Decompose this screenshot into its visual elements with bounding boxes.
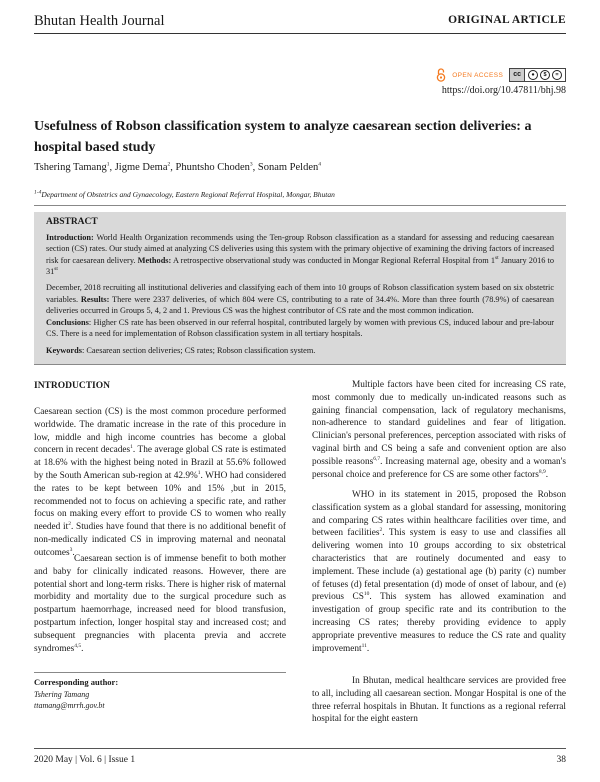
corresponding-heading: Corresponding author:: [34, 677, 119, 687]
corresponding-name: Tshering Tamang: [34, 690, 90, 699]
open-access-icon: [436, 68, 446, 82]
author-name: Phuntsho Choden: [175, 162, 250, 173]
by-icon: ●: [528, 70, 538, 80]
footer-divider: [34, 748, 566, 749]
author-name: Sonam Pelden: [257, 162, 319, 173]
cc-license-badge[interactable]: [509, 68, 566, 82]
journal-name: Bhutan Health Journal: [34, 13, 165, 29]
doi-link[interactable]: https://doi.org/10.47811/bhj.98: [441, 85, 566, 96]
intro-paragraph-1: Caesarean section (CS) is the most common procedure performed worldwide. The dramatic increase in the rate of this procedure in low, middle and high income countries has become a global concern in recent decades$^1$. The average global CS rate is estimated at 18.6% with the highest being noted in Brazil at 55.6% followed by the South American sub-region at 42.9%$^1$. WHO had considered the rates to be kept between 10% and 15% ,but in 2015, recommended not to focus on achieving a specific rate, and rather focus on making every effort to provide CS to women who really needed $it^2$. Studies have found that there is no additional benefit of non-medically indicated CS in improving maternal and neonatal outcomes$^3$.: [34, 407, 286, 558]
corresponding-email[interactable]: ttamang@mrrh.gov.bt: [34, 701, 105, 710]
author-name: Jigme Dema: [114, 162, 168, 173]
cc-icon: cc: [510, 69, 525, 81]
author-name: Tshering Tamang: [34, 162, 107, 173]
abstract-keywords: Keywords: Caesarean section deliveries; CS rates; Robson classification system.: [46, 345, 316, 355]
intro-paragraph-2: Caesarean section is of immense benefit to both mother and baby for clinically indicated reasons. However, there are potential short and long-term risks. There is higher risk of maternal morbidity and mortality due to the surgical procedure such as postpartum haemorrhage, increased need for blood transfusion, postpartum infection, longer hospital stay and increased cost; and subsequent pregnancies with placenta previa and accrete syndromes$^{4,5}$.: [34, 554, 286, 654]
abstract-methods-results: December, 2018 recruiting all institutional deliveries and classifying each of them into 10 groups of Robson classification system based on six obstetric variables. Results: There were 2337 deliveries, of which 804 were CS, contributing to a rate of 34.4%. More than three fourth (78.9%) of caesarean deliveries occurred in Groups 5, 4, 2 and 1. Previous CS was the highest contributor of CS rate and the most common indication.: [46, 283, 554, 316]
abstract-divider: [34, 364, 566, 365]
abstract-box-continued: [34, 282, 566, 364]
noncommercial-icon: $: [540, 70, 550, 80]
license-row: [436, 68, 566, 82]
noderivatives-icon: =: [552, 70, 562, 80]
title-divider: [34, 205, 566, 206]
intro-paragraph-3: Multiple factors have been cited for increasing CS rate, most commonly due to medically un-indicated reasons such as gaining financial compensation, lack of regulatory mechanisms, non-adherence to standard guidelines and fear of litigation. Clinician's personal preferences, perception associated with risks of vaginal birth and CS being a safe and convenient option are also possible reasons$^{6,7}$. Increasing maternal age, obesity and a woman's personal choice and preference for CS are some other factors$^{8,9}$.: [312, 380, 566, 480]
header-divider: [34, 33, 566, 34]
abstract-conclusions: Conclusions: Higher CS rate has been observed in our referral hospital, contributed largely by women with previous CS, induced labour and pre-labour CS. There is a need for implementation of Robson classification system in all tertiary hospitals.: [46, 317, 554, 339]
page-number: 38: [556, 755, 566, 765]
open-access-label: OPEN ACCESS: [452, 71, 504, 79]
abstract-intro: Introduction: World Health Organization recommends using the Ten-group Robson classification as a standard for assessing and reducing caesarean section (CS) rates. Our study aimed at analyzing CS deliveries using this system with the primary objective of examining the driving factors of increased risk for caesarean delivery. Methods: A retrospective observational study was conducted in Mongar Regional Referral Hospital from 1st January 2016 to 31st: [46, 232, 554, 277]
corresponding-divider: [34, 672, 286, 673]
intro-paragraph-4: WHO in its statement in 2015, proposed the Robson classification system as a global standard for assessing, monitoring and comparing CS rates within healthcare facilities over time, and between facilities$^2$. This system is easy to use and classifies all delivering women into 10 groups according to six obstetrical characteristics that are routinely documented and easy to implement. These include (a) gestational age (b) parity (c) number of fetuses (d) fetal presentation (d) mode of onset of labour, and (e) previous CS$^{10}$. This system has allowed examination and investigation of group specific rate and its contribution to the increasing CS rates; thereby providing evidence to apply appropriate preventive measures to reduce the CS rate and quality improvement$^{11}$.: [312, 490, 566, 654]
article-type: ORIGINAL ARTICLE: [448, 14, 566, 26]
abstract-heading: ABSTRACT: [46, 217, 98, 227]
abstract-box: [34, 212, 566, 282]
article-title: Usefulness of Robson classification system to analyze caesarean section deliveries: a hospital based study: [34, 119, 532, 155]
section-heading-introduction: INTRODUCTION: [34, 381, 111, 391]
author-list: Tshering Tamang$^1$, Jigme Dema$^2$, Phuntsho Choden$^3$, Sonam Pelden$^4$: [34, 161, 321, 173]
affiliation: $^{1-4}$Department of Obstetrics and Gynaecology, Eastern Regional Referral Hospital, Mongar, Bhutan: [34, 189, 335, 199]
intro-paragraph-5: In Bhutan, medical healthcare services are provided free to all, including all caesarean section. Mongar Hospital is one of the three referral hospitals in Bhutan. It functions as a regional referral hospital for the eight eastern: [312, 676, 566, 725]
issue-info: 2020 May | Vol. 6 | Issue 1: [34, 755, 136, 765]
